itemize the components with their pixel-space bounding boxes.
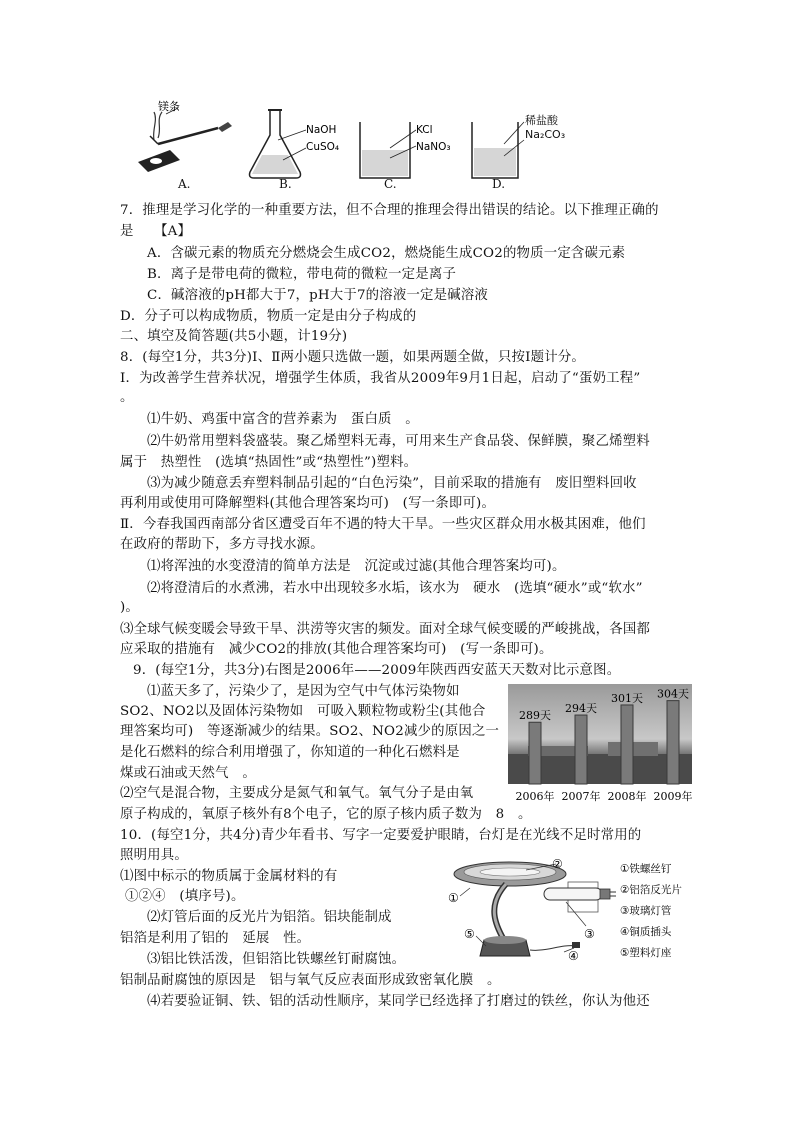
q10-3-cont: 铝制品耐腐蚀的原因是 铝与氧气反应表面形成致密氧化膜 。 [120, 973, 501, 988]
bar-2007年 [575, 715, 587, 784]
tube-inset [544, 882, 616, 912]
marker-2: ② [552, 857, 563, 871]
legend-2: ②铝箔反光片 [620, 884, 682, 896]
bar-label-2007年: 294天 [565, 702, 597, 716]
apparatus-d [472, 122, 524, 178]
q8-part2-intro-cont: 在政府的帮助下，多方寻找水源。 [120, 537, 324, 552]
apparatus-a [138, 108, 232, 172]
bar-label-2009年: 304天 [657, 687, 689, 701]
category-label-2008年: 2008年 [607, 790, 647, 803]
q8-ii-2-cont: )。 [120, 600, 140, 615]
q8-3-cont: 再利用或使用可降解塑料(其他合理答案均可) (写一条即可)。 [120, 496, 496, 511]
q10-1-cont: ①②④ (填序号)。 [125, 889, 245, 904]
blue-sky-days-chart [508, 684, 692, 804]
lamp-drawing [454, 862, 580, 956]
marker-3: ③ [584, 927, 595, 941]
q7-stem: 7．推理是学习化学的一种重要方法，但不合理的推理会得出错误的结论。以下推理正确的 [120, 203, 659, 218]
q7-option-a: A．含碳元素的物质充分燃烧会生成CO2，燃烧能生成CO2的物质一定含碳元素 [147, 246, 626, 261]
q9-1-cont2: 理答案均可) 等逐渐减少的结果。SO2、NO2减少的原因之一 [120, 724, 500, 739]
q8-stem: 8．(每空1分，共3分)Ⅰ、Ⅱ两小题只选做一题，如果两题全做，只按Ⅰ题计分。 [120, 350, 586, 365]
marker-4: ④ [568, 949, 579, 963]
category-label-2006年: 2006年 [515, 790, 555, 803]
q8-part2-intro: Ⅱ．今春我国西南部分省区遭受百年不遇的特大干旱。一些灾区群众用水极其困难，他们 [120, 517, 646, 532]
q8-ii-3-cont: 应采取的措施有 减少CO2的排放(其他合理答案均可) (写一条即可)。 [120, 642, 553, 657]
q8-part1-intro: Ⅰ．为改善学生营养状况，增强学生体质，我省从2009年9月1日起，启动了“蛋奶工程” [120, 371, 641, 386]
bar-2009年 [667, 701, 679, 784]
bar-label-2006年: 289天 [519, 709, 551, 723]
q8-ii-3: ⑶全球气候变暖会导致干旱、洪涝等灾害的频发。面对全球气候变暖的严峻挑战，各国都 [120, 622, 651, 637]
bar-label-2008年: 301天 [611, 691, 643, 705]
q7-stem-cont: 是 【A】 [120, 224, 192, 239]
label-kcl: KCl [416, 124, 433, 136]
legend-4: ④铜质插头 [620, 926, 672, 938]
q8-3: ⑶为减少随意丢弃塑料制品引起的“白色污染”，目前采取的措施有 废旧塑料回收 [147, 476, 637, 491]
label-mg-ribbon: 镁条 [158, 100, 180, 113]
q9-2: ⑵空气是混合物，主要成分是氮气和氧气。氧气分子是由氧 [120, 786, 474, 801]
q9-1-cont1: SO2、NO2以及固体污染物如 可吸入颗粒物或粉尘(其他合 [120, 704, 486, 719]
desk-lamp-figure [446, 856, 696, 968]
caption-a: A. [178, 177, 191, 191]
q8-ii-2: ⑵将澄清后的水煮沸，若水中出现较多水垢，该水为 硬水 (选填“硬水”或“软水” [147, 581, 643, 596]
label-naoh: NaOH [306, 124, 337, 136]
category-label-2009年: 2009年 [653, 790, 692, 803]
category-label-2007年: 2007年 [561, 790, 601, 803]
q10-stem: 10．(每空1分，共4分)青少年看书、写字一定要爱护眼睛，台灯是在光线不足时常用的 [120, 828, 642, 843]
q7-option-c: C．碱溶液的pH都大于7，pH大于7的溶液一定是碱溶液 [147, 288, 488, 303]
section-two-heading: 二、填空及简答题(共5小题，计19分) [120, 329, 348, 344]
legend-5: ⑤塑料灯座 [620, 947, 672, 959]
q10-2: ⑵灯管后面的反光片为铝箔。铝块能制成 [147, 910, 392, 925]
apparatus-b [250, 110, 307, 178]
marker-1: ① [448, 891, 459, 905]
caption-c: C. [384, 177, 397, 191]
label-nano3: NaNO₃ [416, 141, 451, 153]
q8-2: ⑵牛奶常用塑料袋盛装。聚乙烯塑料无毒，可用来生产食品袋、保鲜膜，聚乙烯塑料 [147, 434, 650, 449]
label-na2co3: Na₂CO₃ [525, 128, 566, 141]
q10-stem-cont: 照明用具。 [120, 848, 188, 863]
label-hcl: 稀盐酸 [525, 114, 558, 127]
q7-option-d: D．分子可以构成物质，物质一定是由分子构成的 [120, 309, 417, 324]
q9-2-cont: 原子构成的，氧原子核外有8个电子，它的原子核内质子数为 8 。 [120, 807, 532, 822]
legend-1: ①铁螺丝钉 [620, 863, 672, 875]
q9-stem: 9．(每空1分，共3分)右图是2006年——2009年陕西西安蓝天天数对比示意图。 [133, 663, 621, 678]
q8-2-cont: 属于 热塑性 (选填“热固性”或“热塑性”)塑料。 [120, 455, 418, 470]
q10-3: ⑶铝比铁活泼，但铝箔比铁螺丝钉耐腐蚀。 [147, 952, 406, 967]
q10-4: ⑷若要验证铜、铁、铝的活动性顺序，某同学已经选择了打磨过的铁丝，你认为他还 [147, 994, 650, 1009]
q9-1-cont4: 煤或石油或天然气 。 [120, 766, 256, 781]
caption-b: B. [279, 177, 292, 191]
q8-1: ⑴牛奶、鸡蛋中富含的营养素为 蛋白质 。 [147, 412, 419, 427]
q8-part1-intro-cont: 。 [120, 390, 134, 405]
caption-d: D. [492, 177, 506, 191]
q10-1: ⑴图中标示的物质属于金属材料的有 [120, 869, 338, 884]
q8-ii-1: ⑴将浑浊的水变澄清的简单方法是 沉淀或过滤(其他合理答案均可)。 [147, 559, 566, 574]
label-cuso4: CuSO₄ [306, 141, 340, 153]
legend-3: ③玻璃灯管 [620, 905, 672, 917]
q10-2-cont: 铝箔是利用了铝的 延展 性。 [120, 931, 311, 946]
bar-2006年 [529, 722, 541, 784]
bar-2008年 [621, 705, 633, 784]
apparatus-c [360, 122, 416, 178]
marker-5: ⑤ [464, 927, 475, 941]
q7-option-b: B．离子是带电荷的微粒，带电荷的微粒一定是离子 [147, 267, 457, 282]
q9-1: ⑴蓝天多了，污染少了，是因为空气中气体污染物如 [147, 684, 460, 699]
q9-1-cont3: 是化石燃料的综合利用增强了，你知道的一种化石燃料是 [120, 745, 460, 760]
